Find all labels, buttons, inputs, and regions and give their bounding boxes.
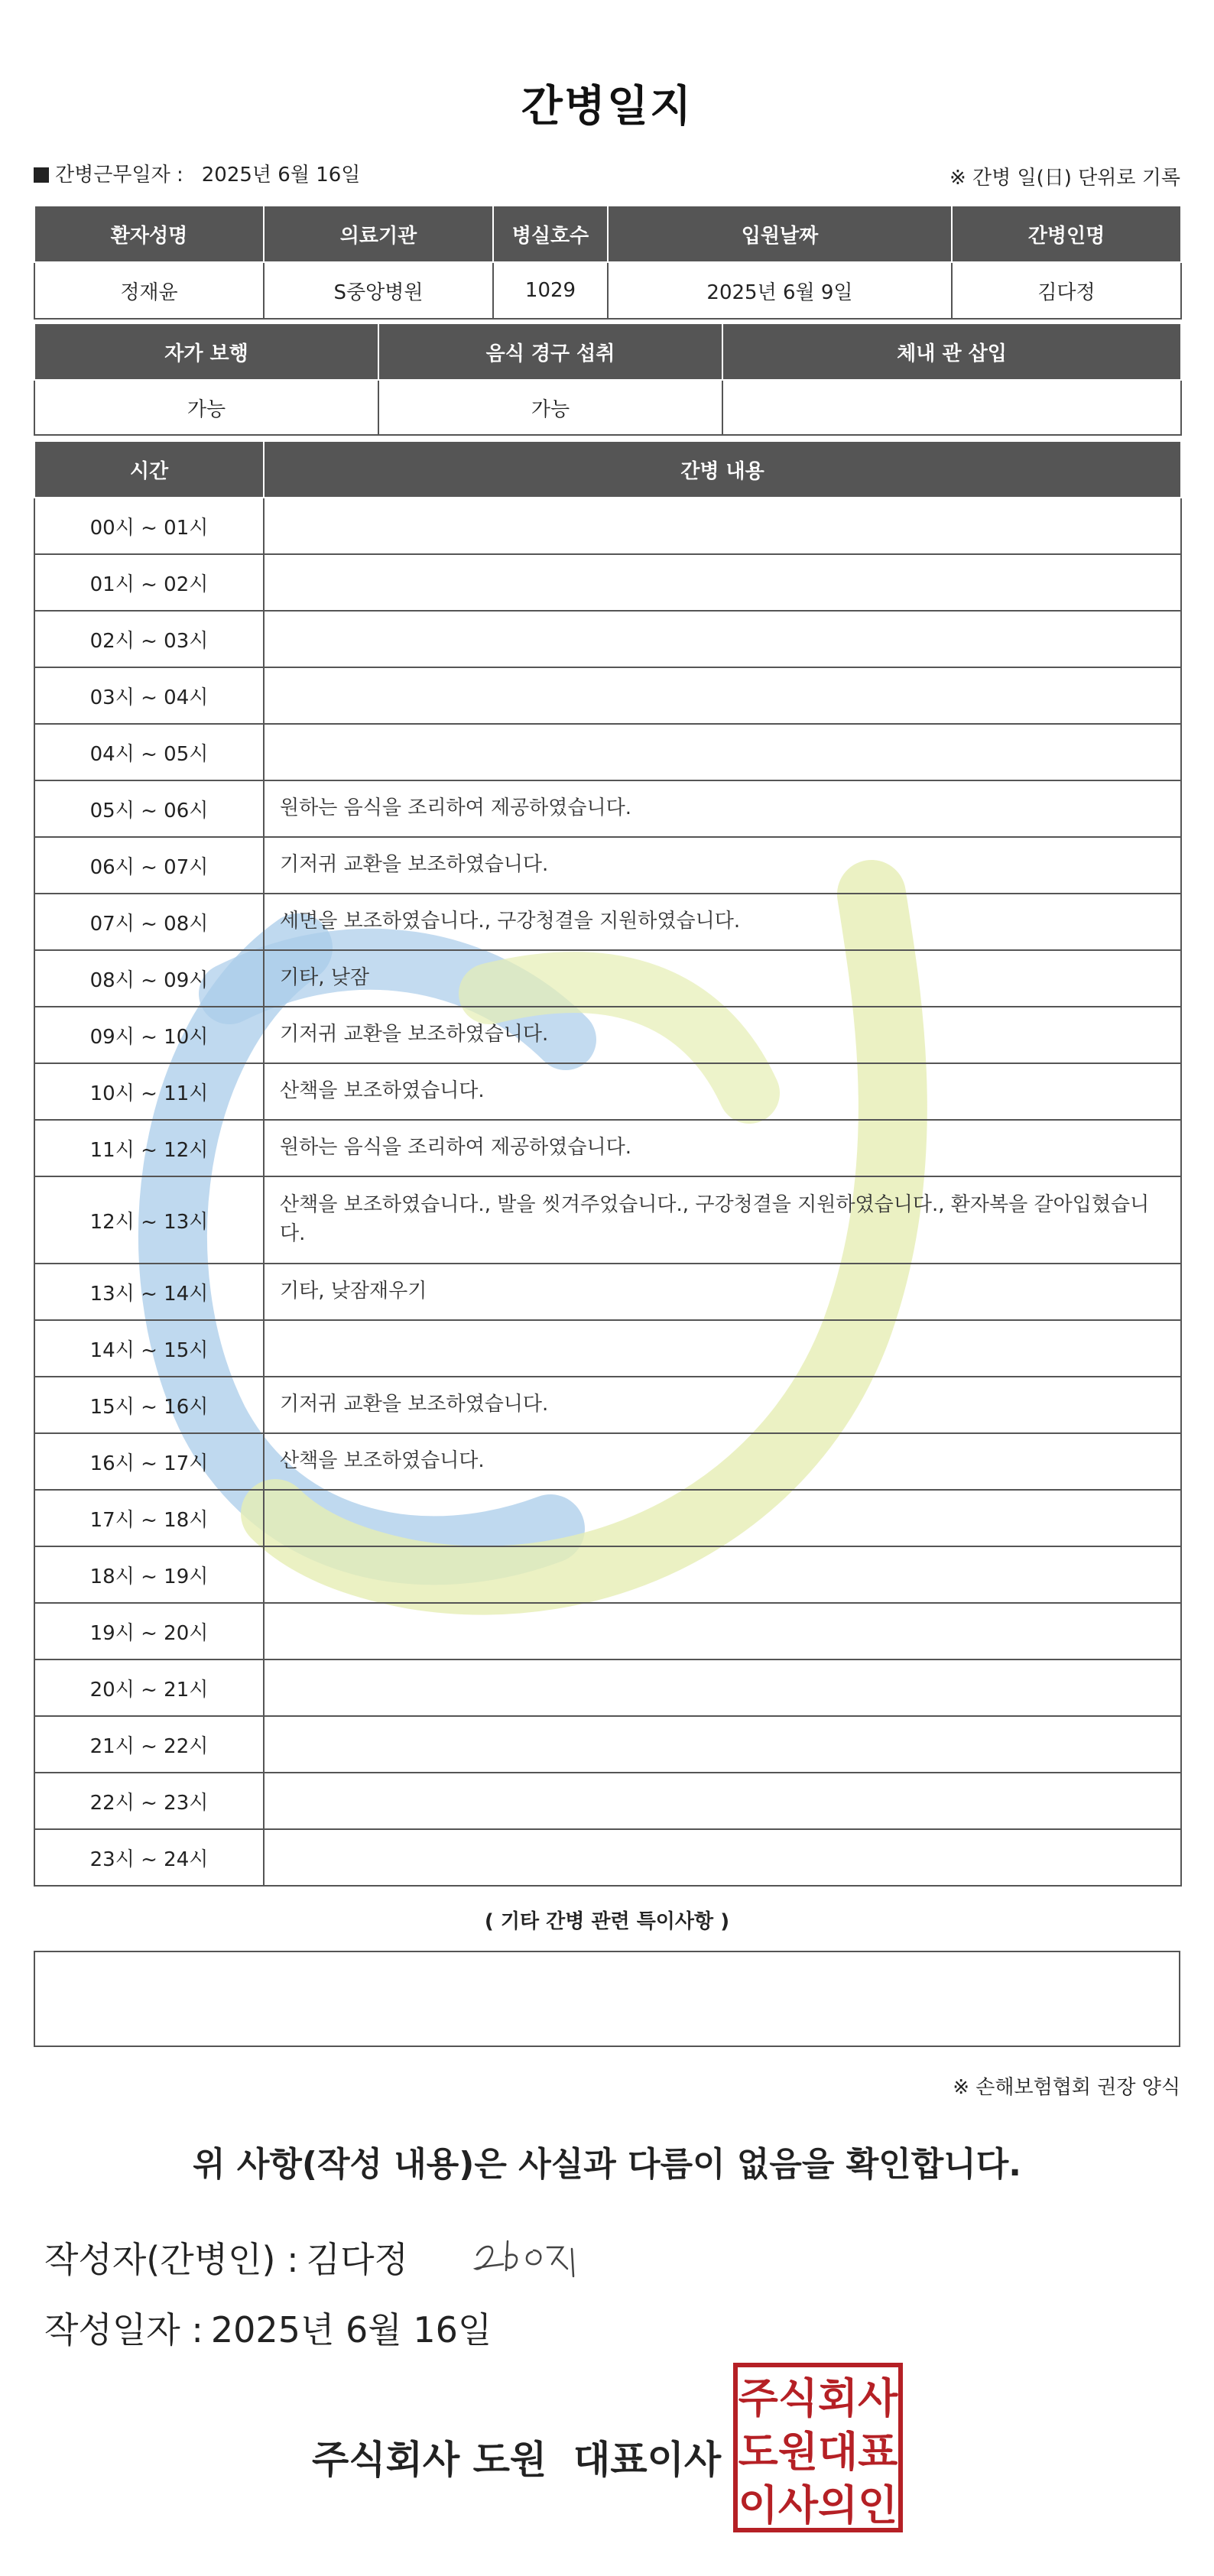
time-cell: 11시 ~ 12시 (34, 1120, 264, 1176)
content-cell (264, 1320, 1181, 1377)
written-date-value: 2025년 6월 16일 (210, 2309, 492, 2351)
patient-status-table (34, 323, 1182, 436)
header-tube-insertion: 체내 관 삽입 (722, 323, 1181, 380)
table-row (34, 1490, 1181, 1546)
duty-date-label: 간병근무일자 : (55, 164, 183, 187)
time-cell: 09시 ~ 10시 (34, 1007, 264, 1063)
time-cell: 01시 ~ 02시 (34, 554, 264, 611)
time-cell: 14시 ~ 15시 (34, 1320, 264, 1377)
care-log-table (34, 440, 1182, 1887)
table-row (34, 1320, 1181, 1377)
header-care-content: 간병 내용 (264, 441, 1181, 498)
page-title: 간병일지 (521, 82, 693, 131)
header-caregiver-name: 간병인명 (952, 206, 1181, 262)
unit-note: ※ 간병 일(日) 단위로 기록 (949, 167, 1180, 190)
content-cell: 산책을 보조하였습니다. (264, 1063, 1181, 1120)
time-cell: 04시 ~ 05시 (34, 724, 264, 780)
time-cell: 10시 ~ 11시 (34, 1063, 264, 1120)
time-cell: 05시 ~ 06시 (34, 780, 264, 837)
table-row (34, 1773, 1181, 1829)
tube-insertion-value (722, 380, 1181, 435)
self-walking-value: 가능 (34, 380, 378, 435)
content-cell (264, 667, 1181, 724)
notes-box (34, 1951, 1180, 2047)
company-representative: 주식회사 도원 대표이사 (312, 2438, 722, 2482)
table-row (34, 1433, 1181, 1490)
oral-intake-value: 가능 (378, 380, 722, 435)
content-cell: 산책을 보조하였습니다. (264, 1433, 1181, 1490)
time-cell: 18시 ~ 19시 (34, 1546, 264, 1603)
header-room-number: 병실호수 (493, 206, 608, 262)
time-cell: 23시 ~ 24시 (34, 1829, 264, 1886)
table-row (34, 950, 1181, 1007)
time-cell: 03시 ~ 04시 (34, 667, 264, 724)
content-cell (264, 1546, 1181, 1603)
table-row (34, 667, 1181, 724)
writer-name: 김다정 (306, 2239, 408, 2280)
content-cell (264, 1490, 1181, 1546)
content-cell: 기타, 낮잠 (264, 950, 1181, 1007)
table-row (34, 837, 1181, 894)
writer-row (44, 2232, 408, 2282)
time-cell: 12시 ~ 13시 (34, 1176, 264, 1264)
header-oral-intake: 음식 경구 섭취 (378, 323, 722, 380)
caregiver-name: 김다정 (952, 262, 1181, 319)
table-row (34, 1007, 1181, 1063)
table-row (34, 1603, 1181, 1659)
table-row (34, 1659, 1181, 1716)
table-row (34, 724, 1181, 780)
content-cell: 기저귀 교환을 보조하였습니다. (264, 1377, 1181, 1433)
table-row (34, 611, 1181, 667)
square-bullet-icon (34, 167, 49, 183)
table-row (34, 498, 1181, 554)
written-date-row (44, 2302, 492, 2353)
table-row (34, 1716, 1181, 1773)
header-time: 시간 (34, 441, 264, 498)
content-cell (264, 1603, 1181, 1659)
patient-name: 정재윤 (34, 262, 264, 319)
content-cell (264, 1716, 1181, 1773)
content-cell (264, 1659, 1181, 1716)
table-row (34, 1546, 1181, 1603)
time-cell: 22시 ~ 23시 (34, 1773, 264, 1829)
content-cell: 세면을 보조하였습니다., 구강청결을 지원하였습니다. (264, 894, 1181, 950)
room-number: 1029 (493, 262, 608, 319)
admission-date: 2025년 6월 9일 (608, 262, 952, 319)
content-cell: 기저귀 교환을 보조하였습니다. (264, 1007, 1181, 1063)
content-cell: 기타, 낮잠재우기 (264, 1264, 1181, 1320)
content-cell: 원하는 음식을 조리하여 제공하였습니다. (264, 1120, 1181, 1176)
content-cell (264, 498, 1181, 554)
content-cell (264, 724, 1181, 780)
time-cell: 21시 ~ 22시 (34, 1716, 264, 1773)
table-row (34, 1829, 1181, 1886)
content-cell (264, 1829, 1181, 1886)
header-admission-date: 입원날짜 (608, 206, 952, 262)
table-row (34, 1063, 1181, 1120)
content-cell (264, 1773, 1181, 1829)
content-cell (264, 554, 1181, 611)
table-row (34, 1120, 1181, 1176)
table-row (34, 780, 1181, 837)
time-cell: 02시 ~ 03시 (34, 611, 264, 667)
time-cell: 06시 ~ 07시 (34, 837, 264, 894)
duty-date-value: 2025년 6월 16일 (201, 164, 361, 187)
time-cell: 20시 ~ 21시 (34, 1659, 264, 1716)
svg-text:이사의인: 이사의인 (738, 2481, 898, 2529)
time-cell: 17시 ~ 18시 (34, 1490, 264, 1546)
time-cell: 07시 ~ 08시 (34, 894, 264, 950)
time-cell: 00시 ~ 01시 (34, 498, 264, 554)
table-row (34, 554, 1181, 611)
svg-text:주식회사: 주식회사 (738, 2374, 898, 2422)
hospital-name: S중앙병원 (264, 262, 493, 319)
written-date-label: 작성일자 : (44, 2309, 203, 2351)
table-row (34, 1176, 1181, 1264)
company-seal-stamp (732, 2362, 904, 2533)
confirmation-statement: 위 사항(작성 내용)은 사실과 다름이 없음을 확인합니다. (193, 2145, 1021, 2184)
content-cell (264, 611, 1181, 667)
table-row (34, 894, 1181, 950)
time-cell: 15시 ~ 16시 (34, 1377, 264, 1433)
patient-info-table (34, 205, 1182, 320)
header-hospital: 의료기관 (264, 206, 493, 262)
header-patient-name: 환자성명 (34, 206, 264, 262)
table-row (34, 1264, 1181, 1320)
content-cell: 기저귀 교환을 보조하였습니다. (264, 837, 1181, 894)
handwritten-signature (468, 2226, 598, 2287)
svg-text:도원대표: 도원대표 (738, 2428, 898, 2476)
time-cell: 13시 ~ 14시 (34, 1264, 264, 1320)
time-cell: 19시 ~ 20시 (34, 1603, 264, 1659)
table-row (34, 1377, 1181, 1433)
duty-date-row (34, 159, 360, 187)
form-source-note: ※ 손해보험협회 권장 양식 (953, 2076, 1180, 2099)
writer-label: 작성자(간병인) : (44, 2239, 299, 2280)
header-self-walking: 자가 보행 (34, 323, 378, 380)
time-cell: 16시 ~ 17시 (34, 1433, 264, 1490)
notes-title: ( 기타 간병 관련 특이사항 ) (484, 1910, 730, 1933)
content-cell: 원하는 음식을 조리하여 제공하였습니다. (264, 780, 1181, 837)
time-cell: 08시 ~ 09시 (34, 950, 264, 1007)
content-cell: 산책을 보조하였습니다., 발을 씻겨주었습니다., 구강청결을 지원하였습니다., 환자복을 갈아입혔습니다. (264, 1176, 1181, 1264)
